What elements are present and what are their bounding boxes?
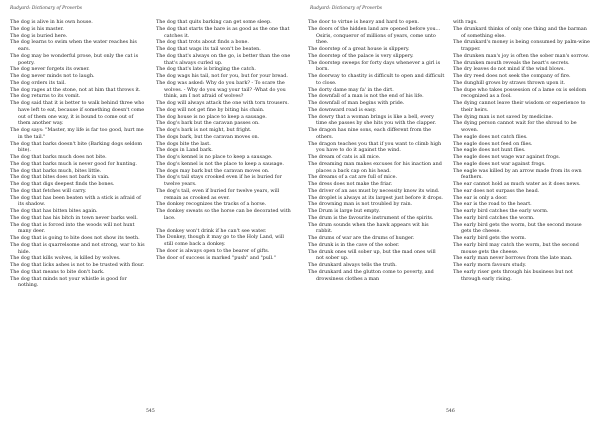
proverb-entry: The dogs in Land bark. (156, 147, 213, 154)
proverb-entry: The doorway to chastity is difficult to open and difficult to close. (308, 73, 445, 86)
proverb-entry: The doorstep of a great house is slippery. (308, 46, 410, 52)
proverb-entry: The door to virtue is heavy and hard to open. (308, 19, 420, 25)
proverb-entry: The dupe who takes possession of a lame ox is seldom recognized as a fool. (453, 86, 587, 100)
right-column-2 (453, 19, 590, 282)
proverb-entry: The dog that quits barking can get some sleep. (156, 19, 272, 25)
proverb-entry: The dog that is going to bite does not show its teeth. (10, 235, 140, 241)
proverb-entry: The early bird gets the worm. (453, 235, 527, 241)
proverb-entry: The dog's tail stays crooked even if he is buried for twelve years. (156, 174, 282, 187)
proverb-entry: The donkey sweats so the horse can be decorated with lace. (156, 208, 291, 221)
proverb-entry: The dog that has been beaten with a stick is afraid of its shadow. (10, 194, 141, 208)
proverb-entry: The dog wags his tail, not for you, but for your bread. (156, 73, 288, 79)
proverb-entry: The dog will always attack the one with torn trousers. (156, 100, 289, 106)
proverb-entry: The dog says: "Master, my life is far too good, hurt me in the tail." (10, 127, 144, 140)
proverb-entry: The donkey recognizes the tracks of a horse. (156, 201, 267, 208)
proverb-entry: The dog that minds not your whistle is good for nothing. (10, 275, 127, 289)
proverb-entry: The dream of cats is all mice. (308, 154, 381, 160)
proverb-entry: The dowry that a woman brings is like a bell, every time she passes by she hits you with the clapper. (308, 113, 437, 127)
proverb-entry: The dry leaves do not mind if the wind blows. (453, 66, 565, 73)
proverb-entry: The drunkard and the glutton come to poverty, and drowsiness clothes a man (308, 268, 434, 282)
proverb-entry: The early bird gets the worm, but the second mouse gets the cheese. (453, 221, 582, 235)
proverb-entry: The dog that has bitten bites again. (10, 208, 98, 214)
proverb-entry: The dog that is quarrelsome and not strong, war to his hide. (10, 241, 145, 255)
proverb-entry: The dog never minds not to laugh. (10, 73, 95, 79)
proverb-entry: The dog returns to its vomit. (10, 93, 81, 100)
proverb-entry: The dog that kills wolves, is killed by wolves. (10, 255, 121, 262)
proverb-entry: The drunken man's joy is often the sober man's sorrow. (453, 52, 589, 59)
proverb-entry: The dog that barks much does not bite. (10, 154, 107, 160)
proverb-entry: The dog said that it is better to walk behind three who have left to eat, because if something doesn't come out of them one way, it is bound to come out of them another way. (10, 100, 145, 127)
proverb-entry: The eagle does not catch flies. (453, 133, 528, 140)
proverb-entry: The dragon has nine sons, each different from the others. (308, 127, 432, 140)
proverb-entry: The dog that licks ashes is not to be trusted with flour. (10, 262, 145, 268)
proverb-entry: The eagle does not war against frogs. (453, 160, 546, 167)
proverb-entry: The ear is only a door. (453, 194, 508, 201)
proverb-entry: The dog that digs deepest finds the bones. (10, 181, 115, 187)
proverb-entry: The door is always open to the bearer of gifts. (156, 247, 270, 254)
proverb-entry: The dog that means to bite don't bark. (10, 268, 105, 275)
proverb-entry: The early morn favours study. (453, 262, 527, 268)
proverb-entry: The early riser gets through his business but not through early rising. (453, 268, 573, 282)
proverb-entry: The early man never borrows from the late man. (453, 255, 573, 262)
proverb-entry: The dog was asked: Why do you bark? - To scare the wolves. - Why do you wag your tail? -What do you think, am I not afraid of wolves? (156, 79, 286, 100)
proverb-entry: The doorstep sweeps for forty days whenever a girl is born. (308, 59, 441, 73)
proverb-entry: The dog will not get fine by biting his chain. (156, 106, 265, 113)
proverb-entry: The early bird catches the worm. (453, 214, 535, 221)
proverb-entry: The ear does not surpass the head. (453, 187, 540, 194)
proverb-entry: The doorstep of the palace is very slippery. (308, 52, 414, 59)
proverb-entry: The drunken mouth reveals the heart's secrets. (453, 59, 570, 66)
proverb-entry: The ear is the road to the heart. (453, 201, 532, 208)
proverb-entry: The dog that trots about finds a bone. (156, 39, 249, 46)
proverb-entry: The dog's bark but the caravan passes on. (156, 120, 260, 127)
proverb-entry: The dog that bites does not bark in vain. (10, 174, 110, 181)
proverb-entry: The drunkard thinks of only one thing and the barman of something else. (453, 25, 587, 39)
proverb-entry: The dog that's late is bringing the catch. (156, 66, 256, 73)
proverb-entry: The eagle does not feed on flies. (453, 140, 533, 147)
proverb-entry: The dog's kennel is not the place to keep a sausage. (156, 160, 284, 167)
proverb-entry: The dog rages at the stone, not at him that throws it. (10, 86, 141, 93)
proverb-entry: The dreams of a cat are full of mice. (308, 174, 397, 181)
proverb-entry: The dog's tail, even if buried for twelve years, will remain as crooked as ever. (156, 187, 280, 201)
proverb-entry: The dragon teaches you that if you want to climb high you have to do it against the wind. (308, 140, 442, 154)
proverb-entry: The droplet is always at its largest just before it drops. (308, 194, 443, 201)
proverb-entry: The dying man is not saved by medicine. (453, 113, 554, 120)
left-column-1 (10, 19, 147, 289)
proverb-entry: The dying person cannot wait for the shroud to be woven. (453, 120, 577, 133)
proverb-entry: The early bird may catch the worm, but the second mouse gets the cheese. (453, 241, 579, 255)
proverb-entry: The dreaming man makes excuses for his inaction and places a back cap on his head. (308, 160, 442, 174)
proverb-entry: The dry reed does not seek the company of fire. (453, 73, 571, 79)
proverb-entry: The dress does not make the friar. (308, 181, 393, 187)
proverb-entry: The dog that barks doesn't bite (Barking dogs seldom bite). (10, 140, 142, 154)
proverb-entry: The dog that starts the hare is as good as the one that catches it. (156, 25, 290, 39)
running-head: Rudyard: Dictionary of Proverbs (310, 6, 383, 11)
page-number: 545 (146, 409, 155, 414)
proverb-entry: The dog learns to swim when the water reaches his ears. (10, 39, 137, 52)
proverb-entry: The dog may be wonderful prose, but only the cat is poetry. (10, 52, 139, 66)
proverb-entry: The dog that has his bitch in town never barks well. (10, 214, 138, 221)
proverb-entry: The eagle does not wage war against frogs. (453, 154, 561, 160)
right-column-1 (308, 19, 445, 282)
proverb-entry: The ear cannot hold as much water as it does news. (453, 181, 581, 187)
proverb-entry: The downward road is easy. (308, 106, 377, 113)
proverb-entry: The downfall of man begins with pride. (308, 100, 405, 106)
proverb-entry: The dogs bite the last. (156, 140, 211, 147)
proverb-entry: The dog is his master. (10, 25, 64, 32)
proverb-entry: The dog never forgets its owner. (10, 66, 90, 73)
right-page (300, 0, 600, 424)
proverb-entry: The dog is buried here. (10, 32, 68, 39)
proverb-entry: The drunk ones will sober up, but the mad ones will not sober up. (308, 248, 436, 262)
proverb-entry: The dunghill grows by straws thrown upon it. (453, 79, 566, 86)
proverb-entry: The downfall of a man is not the end of his life. (308, 93, 424, 100)
proverb-entry: The eagle was killed by an arrow made from its own feathers. (453, 167, 582, 181)
proverb-entry: The dogs may bark but the caravan moves on. (156, 167, 270, 174)
proverb-entry: The dog that barks much, bites little. (10, 167, 102, 174)
proverb-entry: The drunkard always tells the truth. (308, 262, 397, 268)
proverb-entry: The early bird catches the early worm. (453, 208, 549, 214)
proverb-entry: The dogs bark, but the caravan moves on. (156, 133, 260, 140)
running-head: Rudyard: Dictionary of Proverbs (10, 6, 83, 11)
proverb-entry: The dog's bark is not might, but fright. (156, 127, 252, 133)
proverb-entry: The dog that fetches will carry. (10, 187, 87, 194)
proverb-entry: The Drum is large but empty. (308, 208, 380, 214)
proverb-entry: The dog that wags its tail won't be beaten. (156, 46, 261, 52)
proverb-entry: The dorty dame may fa' in the dirt. (308, 86, 394, 93)
proverb-entry: with rags. (453, 19, 478, 25)
proverb-entry: The doors of the hidden land are opened before you... Osiris, conqueror of millions of years, come unto thee. (308, 25, 441, 46)
proverb-entry: The dog that barks much is never good for hunting. (10, 160, 137, 167)
proverb-entry: The dog is alive in his own house. (10, 19, 93, 25)
proverb-entry: The drum sounds when the hawk appears wit his rabbit. (308, 221, 429, 235)
proverb-entry: The dog house is no place to keep a sausage. (156, 113, 267, 120)
proverb-entry: The dying cannot leave their wisdom or experience to their heirs. (453, 100, 586, 113)
proverb-entry: The Donkey, though it may go to the Holy Land, will still come back a donkey. (156, 234, 284, 247)
proverb-entry: The dog's kennel is no place to keep a sausage. (156, 154, 273, 160)
proverb-entry: The drowning man is not troubled by rain. (308, 201, 413, 208)
proverb-entry: The dog orders its tail. (10, 79, 66, 86)
proverb-entry: The eagle does not hunt flies. (453, 147, 526, 154)
proverb-entry: The dog that is forced into the woods will not hunt many deer. (10, 221, 135, 235)
proverb-entry: The drums of war are the drums of hunger. (308, 235, 415, 241)
left-column-2 (156, 19, 293, 261)
page-number: 546 (446, 409, 455, 414)
proverb-entry: The drum is the favourite instrument of the spirits. (308, 214, 434, 221)
proverb-entry: The drunkard's money is being consumed by palm-wine trapper. (453, 39, 590, 52)
proverb-entry: The donkey won't drink if he can't see water. (156, 227, 267, 234)
proverb-entry: The driver of an ass must by necessity know its wind. (308, 187, 440, 194)
proverb-entry: The dog that's always on the go, is better than the one that's always curled up. (156, 52, 291, 66)
proverb-entry: The door of success is marked "push" and "pull." (156, 254, 276, 261)
proverb-entry: The drunk is in the cave of the sober. (308, 241, 400, 248)
